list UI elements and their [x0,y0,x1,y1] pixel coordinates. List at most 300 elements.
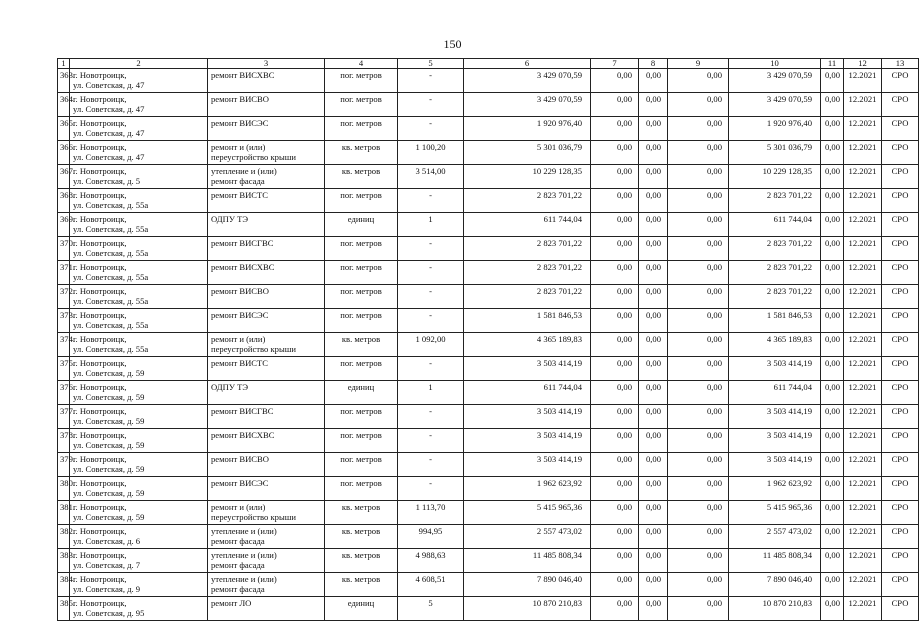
column-header: 10 [729,59,821,69]
amount-cell: 0,00 [668,453,729,477]
deadline-cell: 12.2021 [844,597,882,621]
volume-cell: - [398,405,464,429]
work-type-cell [208,309,325,333]
address-line: ул. Советская, д. 59 [73,440,145,450]
work-type-line: ремонт ВИСЭС [211,478,269,488]
address-line: г. Новотроицк, [73,550,127,560]
row-number: 381. [58,501,70,525]
work-type-line: переустройство крыши [211,344,296,354]
address-cell [70,117,208,141]
address-line: г. Новотроицк, [73,598,127,608]
address-line: г. Новотроицк, [73,190,127,200]
amount-cell: 1 920 976,40 [729,117,821,141]
address-line: г. Новотроицк, [73,262,127,272]
amount-cell: 0,00 [821,261,844,285]
address-line: ул. Советская, д. 9 [73,584,141,594]
address-cell [70,261,208,285]
work-type-cell [208,141,325,165]
total-cost-cell: 3 429 070,59 [464,69,591,93]
total-cost-cell: 2 823 701,22 [464,237,591,261]
column-header: 11 [821,59,844,69]
amount-cell: 3 503 414,19 [729,453,821,477]
address-cell [70,357,208,381]
work-type-cell [208,117,325,141]
address-line: ул. Советская, д. 55а [73,320,149,330]
work-type-cell [208,573,325,597]
work-type-cell [208,285,325,309]
address-cell [70,93,208,117]
amount-cell: 0,00 [591,309,639,333]
row-number: 371. [58,261,70,285]
amount-cell: 0,00 [668,597,729,621]
code-cell: СРО [882,309,919,333]
amount-cell: 7 890 046,40 [729,573,821,597]
volume-cell: - [398,357,464,381]
amount-cell: 11 485 808,34 [729,549,821,573]
address-line: г. Новотроицк, [73,286,127,296]
amount-cell: 0,00 [591,429,639,453]
work-type-cell [208,453,325,477]
address-cell [70,549,208,573]
amount-cell: 0,00 [668,189,729,213]
code-cell: СРО [882,261,919,285]
amount-cell: 0,00 [668,237,729,261]
work-type-line: утепление и (или) [211,550,277,560]
code-cell: СРО [882,597,919,621]
amount-cell: 0,00 [639,285,668,309]
volume-cell: 1 [398,381,464,405]
amount-cell: 0,00 [591,141,639,165]
address-line: ул. Советская, д. 59 [73,392,145,402]
address-cell [70,285,208,309]
amount-cell: 0,00 [821,69,844,93]
total-cost-cell: 11 485 808,34 [464,549,591,573]
address-cell [70,405,208,429]
address-line: ул. Советская, д. 55а [73,224,149,234]
amount-cell: 0,00 [821,141,844,165]
amount-cell: 0,00 [821,597,844,621]
amount-cell: 0,00 [591,453,639,477]
amount-cell: 0,00 [821,189,844,213]
amount-cell: 0,00 [639,333,668,357]
address-cell [70,309,208,333]
row-number: 365. [58,117,70,141]
total-cost-cell: 5 415 965,36 [464,501,591,525]
unit-cell: кв. метров [325,525,398,549]
table-row [58,165,919,189]
amount-cell: 0,00 [821,549,844,573]
table-row [58,333,919,357]
amount-cell: 0,00 [639,525,668,549]
table-row [58,117,919,141]
work-type-cell [208,357,325,381]
deadline-cell: 12.2021 [844,237,882,261]
address-line: г. Новотроицк, [73,166,127,176]
deadline-cell: 12.2021 [844,405,882,429]
amount-cell: 0,00 [639,141,668,165]
total-cost-cell: 2 557 473,02 [464,525,591,549]
deadline-cell: 12.2021 [844,501,882,525]
volume-cell: - [398,189,464,213]
total-cost-cell: 7 890 046,40 [464,573,591,597]
address-line: ул. Советская, д. 59 [73,488,145,498]
deadline-cell: 12.2021 [844,429,882,453]
address-cell [70,141,208,165]
deadline-cell: 12.2021 [844,309,882,333]
amount-cell: 0,00 [821,309,844,333]
row-number: 366. [58,141,70,165]
address-line: г. Новотроицк, [73,502,127,512]
amount-cell: 0,00 [591,597,639,621]
deadline-cell: 12.2021 [844,573,882,597]
amount-cell: 611 744,04 [729,213,821,237]
work-type-cell [208,501,325,525]
amount-cell: 0,00 [668,117,729,141]
row-number: 375. [58,357,70,381]
amount-cell: 0,00 [639,357,668,381]
unit-cell: кв. метров [325,165,398,189]
table-row [58,189,919,213]
unit-cell: кв. метров [325,501,398,525]
total-cost-cell: 2 823 701,22 [464,285,591,309]
amount-cell: 0,00 [639,405,668,429]
work-type-cell [208,333,325,357]
volume-cell: - [398,309,464,333]
amount-cell: 1 962 623,92 [729,477,821,501]
amount-cell: 0,00 [668,525,729,549]
header-row [58,59,919,69]
work-type-line: ОДПУ ТЭ [211,382,249,392]
table-row [58,357,919,381]
address-cell [70,525,208,549]
amount-cell: 0,00 [591,333,639,357]
amount-cell: 0,00 [591,501,639,525]
volume-cell: - [398,69,464,93]
amount-cell: 0,00 [821,525,844,549]
code-cell: СРО [882,549,919,573]
column-header: 13 [882,59,919,69]
total-cost-cell: 3 429 070,59 [464,93,591,117]
amount-cell: 0,00 [591,93,639,117]
total-cost-cell: 10 229 128,35 [464,165,591,189]
amount-cell: 0,00 [639,237,668,261]
code-cell: СРО [882,141,919,165]
address-cell [70,501,208,525]
amount-cell: 0,00 [668,213,729,237]
deadline-cell: 12.2021 [844,357,882,381]
amount-cell: 0,00 [821,501,844,525]
amount-cell: 0,00 [821,165,844,189]
total-cost-cell: 5 301 036,79 [464,141,591,165]
amount-cell: 3 503 414,19 [729,405,821,429]
amount-cell: 0,00 [668,309,729,333]
volume-cell: - [398,477,464,501]
amount-cell: 0,00 [639,573,668,597]
work-type-line: ремонт ВИСВО [211,454,269,464]
row-number: 370. [58,237,70,261]
work-type-cell [208,165,325,189]
total-cost-cell: 3 503 414,19 [464,429,591,453]
amount-cell: 2 823 701,22 [729,261,821,285]
column-header: 3 [208,59,325,69]
amount-cell: 0,00 [591,237,639,261]
table-row [58,405,919,429]
address-line: ул. Советская, д. 47 [73,80,145,90]
unit-cell: пог. метров [325,93,398,117]
address-cell [70,597,208,621]
address-cell [70,165,208,189]
amount-cell: 0,00 [591,189,639,213]
amount-cell: 0,00 [821,285,844,309]
address-line: г. Новотроицк, [73,238,127,248]
row-number: 377. [58,405,70,429]
work-type-line: ремонт ВИСТС [211,190,269,200]
row-number: 384. [58,573,70,597]
amount-cell: 0,00 [639,477,668,501]
row-number: 385. [58,597,70,621]
table-row [58,261,919,285]
volume-cell: 5 [398,597,464,621]
address-line: ул. Советская, д. 47 [73,152,145,162]
work-type-line: ремонт ВИСХВС [211,430,275,440]
amount-cell: 0,00 [639,309,668,333]
amount-cell: 0,00 [639,93,668,117]
unit-cell: единиц [325,597,398,621]
total-cost-cell: 3 503 414,19 [464,357,591,381]
work-type-line: утепление и (или) [211,574,277,584]
address-line: ул. Советская, д. 55а [73,344,149,354]
deadline-cell: 12.2021 [844,381,882,405]
amount-cell: 0,00 [821,357,844,381]
work-type-cell [208,69,325,93]
deadline-cell: 12.2021 [844,333,882,357]
volume-cell: 4 988,63 [398,549,464,573]
column-header: 9 [668,59,729,69]
address-line: г. Новотроицк, [73,574,127,584]
address-line: г. Новотроицк, [73,310,127,320]
amount-cell: 0,00 [668,357,729,381]
work-type-cell [208,261,325,285]
amount-cell: 0,00 [591,69,639,93]
work-type-cell [208,381,325,405]
amount-cell: 0,00 [639,117,668,141]
code-cell: СРО [882,429,919,453]
address-line: г. Новотроицк, [73,526,127,536]
row-number: 379. [58,453,70,477]
code-cell: СРО [882,573,919,597]
column-header: 2 [70,59,208,69]
volume-cell: - [398,93,464,117]
address-cell [70,69,208,93]
work-type-line: ремонт ВИСВО [211,286,269,296]
address-line: г. Новотроицк, [73,430,127,440]
work-type-line: ремонт ВИСВО [211,94,269,104]
code-cell: СРО [882,477,919,501]
address-line: г. Новотроицк, [73,406,127,416]
row-number: 382. [58,525,70,549]
column-header: 6 [464,59,591,69]
column-header: 4 [325,59,398,69]
code-cell: СРО [882,453,919,477]
unit-cell: кв. метров [325,141,398,165]
work-type-line: ОДПУ ТЭ [211,214,249,224]
table-row [58,309,919,333]
column-header: 5 [398,59,464,69]
address-line: ул. Советская, д. 59 [73,512,145,522]
amount-cell: 0,00 [668,573,729,597]
column-header: 1 [58,59,70,69]
amount-cell: 0,00 [821,213,844,237]
amount-cell: 611 744,04 [729,381,821,405]
address-line: ул. Советская, д. 55а [73,296,149,306]
address-line: ул. Советская, д. 7 [73,560,141,570]
capital-repair-table [57,58,919,621]
row-number: 376. [58,381,70,405]
code-cell: СРО [882,333,919,357]
address-cell [70,381,208,405]
code-cell: СРО [882,357,919,381]
work-type-line: ремонт ВИСГВС [211,406,274,416]
address-line: г. Новотроицк, [73,94,127,104]
amount-cell: 10 229 128,35 [729,165,821,189]
amount-cell: 0,00 [821,477,844,501]
table-row [58,453,919,477]
address-line: г. Новотроицк, [73,454,127,464]
work-type-line: переустройство крыши [211,512,296,522]
work-type-line: ремонт ВИСЭС [211,310,269,320]
code-cell: СРО [882,93,919,117]
work-type-line: ремонт фасада [211,176,265,186]
amount-cell: 10 870 210,83 [729,597,821,621]
unit-cell: пог. метров [325,261,398,285]
address-line: ул. Советская, д. 59 [73,368,145,378]
row-number: 383. [58,549,70,573]
address-cell [70,333,208,357]
unit-cell: пог. метров [325,429,398,453]
amount-cell: 0,00 [668,93,729,117]
work-type-cell [208,189,325,213]
amount-cell: 0,00 [591,381,639,405]
code-cell: СРО [882,117,919,141]
column-header: 7 [591,59,639,69]
address-line: г. Новотроицк, [73,142,127,152]
code-cell: СРО [882,213,919,237]
total-cost-cell: 2 823 701,22 [464,189,591,213]
amount-cell: 0,00 [668,165,729,189]
unit-cell: пог. метров [325,189,398,213]
code-cell: СРО [882,285,919,309]
deadline-cell: 12.2021 [844,69,882,93]
volume-cell: - [398,237,464,261]
address-line: ул. Советская, д. 55а [73,200,149,210]
deadline-cell: 12.2021 [844,141,882,165]
amount-cell: 0,00 [639,501,668,525]
address-cell [70,189,208,213]
amount-cell: 3 429 070,59 [729,69,821,93]
address-line: ул. Советская, д. 47 [73,128,145,138]
unit-cell: пог. метров [325,309,398,333]
address-line: ул. Советская, д. 6 [73,536,141,546]
amount-cell: 2 557 473,02 [729,525,821,549]
volume-cell: - [398,453,464,477]
unit-cell: пог. метров [325,405,398,429]
amount-cell: 0,00 [668,333,729,357]
address-cell [70,453,208,477]
unit-cell: единиц [325,213,398,237]
volume-cell: 3 514,00 [398,165,464,189]
volume-cell: - [398,261,464,285]
volume-cell: - [398,285,464,309]
deadline-cell: 12.2021 [844,525,882,549]
volume-cell: 1 113,70 [398,501,464,525]
row-number: 374. [58,333,70,357]
deadline-cell: 12.2021 [844,285,882,309]
code-cell: СРО [882,525,919,549]
table-row [58,381,919,405]
address-line: г. Новотроицк, [73,214,127,224]
amount-cell: 0,00 [668,261,729,285]
volume-cell: 994,95 [398,525,464,549]
address-cell [70,429,208,453]
amount-cell: 0,00 [668,285,729,309]
amount-cell: 4 365 189,83 [729,333,821,357]
table-row [58,477,919,501]
address-line: ул. Советская, д. 59 [73,416,145,426]
work-type-line: ремонт ВИСТС [211,358,269,368]
amount-cell: 0,00 [821,405,844,429]
unit-cell: пог. метров [325,477,398,501]
table-body [58,69,919,621]
total-cost-cell: 1 962 623,92 [464,477,591,501]
unit-cell: кв. метров [325,573,398,597]
amount-cell: 0,00 [639,549,668,573]
address-cell [70,213,208,237]
address-line: г. Новотроицк, [73,70,127,80]
work-type-cell [208,597,325,621]
address-line: г. Новотроицк, [73,118,127,128]
table-row [58,237,919,261]
amount-cell: 0,00 [591,477,639,501]
work-type-line: ремонт ВИСГВС [211,238,274,248]
work-type-line: ремонт и (или) [211,334,266,344]
work-type-line: ремонт ВИСЭС [211,118,269,128]
volume-cell: - [398,117,464,141]
address-line: ул. Советская, д. 5 [73,176,141,186]
table-row [58,213,919,237]
amount-cell: 2 823 701,22 [729,285,821,309]
amount-cell: 0,00 [591,357,639,381]
address-line: г. Новотроицк, [73,478,127,488]
code-cell: СРО [882,405,919,429]
work-type-cell [208,93,325,117]
work-type-line: ремонт ВИСХВС [211,262,275,272]
total-cost-cell: 611 744,04 [464,381,591,405]
table-row [58,549,919,573]
amount-cell: 3 503 414,19 [729,429,821,453]
deadline-cell: 12.2021 [844,117,882,141]
unit-cell: кв. метров [325,333,398,357]
work-type-cell [208,549,325,573]
deadline-cell: 12.2021 [844,189,882,213]
amount-cell: 3 429 070,59 [729,93,821,117]
amount-cell: 2 823 701,22 [729,237,821,261]
address-line: ул. Советская, д. 55а [73,272,149,282]
deadline-cell: 12.2021 [844,213,882,237]
address-line: г. Новотроицк, [73,358,127,368]
total-cost-cell: 10 870 210,83 [464,597,591,621]
code-cell: СРО [882,69,919,93]
amount-cell: 0,00 [821,93,844,117]
